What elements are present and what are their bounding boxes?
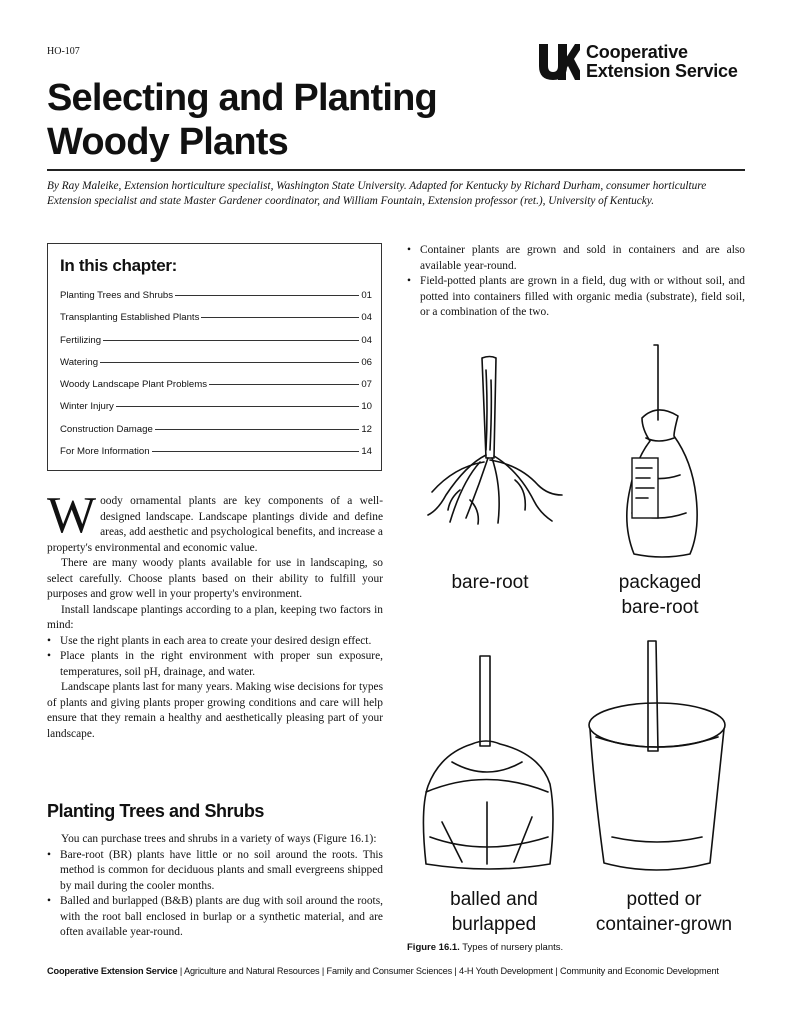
brand-line-2: Extension Service [586, 61, 738, 81]
list-item: • Field-potted plants are grown in a field, dug with or without soil, and potted into containers filled with organic media (substrate), field soil, or a combination of the two. [407, 274, 745, 321]
list-item: • Balled and burlapped (B&B) plants are dug with soil around the roots, with the root ball enclosed in burlap or a synthetic material, and are often available year-round. [47, 894, 383, 941]
footer: Cooperative Extension Service | Agriculture and Natural Resources | Family and Consumer Sciences | 4-H Youth Development | Community and Economic Development [47, 966, 719, 976]
list-item: • Place plants in the right environment with proper sun exposure, temperatures, soil pH, drainage, and water. [47, 649, 383, 680]
toc-item[interactable]: For More Information 14 [60, 446, 372, 458]
title-line-2: Woody Plants [47, 121, 288, 163]
intro-bullets [47, 634, 383, 681]
svg-text:UK: UK [538, 42, 540, 43]
figure-caption: Figure 16.1. Types of nursery plants. [407, 942, 564, 953]
section-paragraph: You can purchase trees and shrubs in a variety of ways (Figure 16.1): [61, 833, 377, 845]
label-bare-root: bare-root [451, 572, 529, 593]
list-item: • Use the right plants in each area to create your desired design effect. [47, 634, 383, 650]
section-heading: Planting Trees and Shrubs [47, 801, 265, 821]
section-body [47, 832, 383, 941]
toc-item[interactable]: Woody Landscape Plant Problems 07 [60, 379, 372, 391]
right-column [407, 243, 745, 321]
intro-paragraph: There are many woody plants available for use in landscaping, so select carefully. Choose plants based on their ability to fulfill your purposes and grow well in your property's environment. [47, 557, 383, 600]
label-balled-burlapped: balled and burlapped [450, 889, 538, 935]
intro-paragraph: Landscape plants last for many years. Making wise decisions for types of plants and giving plants proper growing conditions and care will help ensure that they remain a healthy and aesthetically pleasing part of your landscape. [47, 681, 383, 740]
bare-root-plant-illustration [420, 350, 570, 560]
toc-item[interactable]: Planting Trees and Shrubs 01 [60, 290, 372, 301]
packaged-bare-root-illustration [612, 343, 707, 558]
brand-line-1: Cooperative [586, 42, 688, 62]
intro-column [47, 487, 383, 742]
byline: By Ray Maleike, Extension horticulture specialist, Washington State University. Adapted for Kentucky by Richard Durham, consumer horticulture Extension specialist and state Master Gardener coordinator, and William Fountain, Extension professor (ret.), University of Kentucky. [47, 180, 707, 207]
title-line-1: Selecting and Planting [47, 77, 437, 119]
toc-item[interactable]: Winter Injury 10 [60, 401, 372, 413]
intro-paragraph: Install landscape plantings according to a plan, keeping two factors in mind: [47, 603, 383, 631]
brand-logo [538, 42, 758, 84]
section-bullets [47, 848, 383, 941]
toc-item[interactable]: Watering 06 [60, 356, 372, 368]
page-title [47, 76, 547, 164]
table-of-contents [47, 243, 382, 471]
label-packaged: packaged bare-root [618, 572, 702, 618]
list-item: • Container plants are grown and sold in containers and are also available year-round. [407, 243, 745, 274]
label-potted: potted or container-grown [595, 889, 733, 935]
col2-bullets [407, 243, 745, 321]
drop-cap: W [47, 487, 97, 544]
document-id: HO-107 [47, 46, 80, 57]
toc-heading: In this chapter: [60, 256, 178, 275]
toc-item[interactable]: Fertilizing 04 [60, 334, 372, 346]
potted-container-illustration [582, 637, 732, 872]
title-divider [47, 169, 745, 171]
toc-item[interactable]: Transplanting Established Plants 04 [60, 312, 372, 324]
list-item: • Bare-root (BR) plants have little or no soil around the roots. This method is common for deciduous plants and small evergreens shipped by mail during the cooler months. [47, 848, 383, 895]
balled-burlapped-illustration [412, 652, 562, 877]
intro-paragraph: Woody ornamental plants are key components of a well-designed landscape. Landscape plantings divide and define areas, add aesthetic and psychological benefits, and increase a property's environmental and economic value. [47, 487, 383, 554]
toc-item[interactable]: Construction Damage 12 [60, 423, 372, 435]
